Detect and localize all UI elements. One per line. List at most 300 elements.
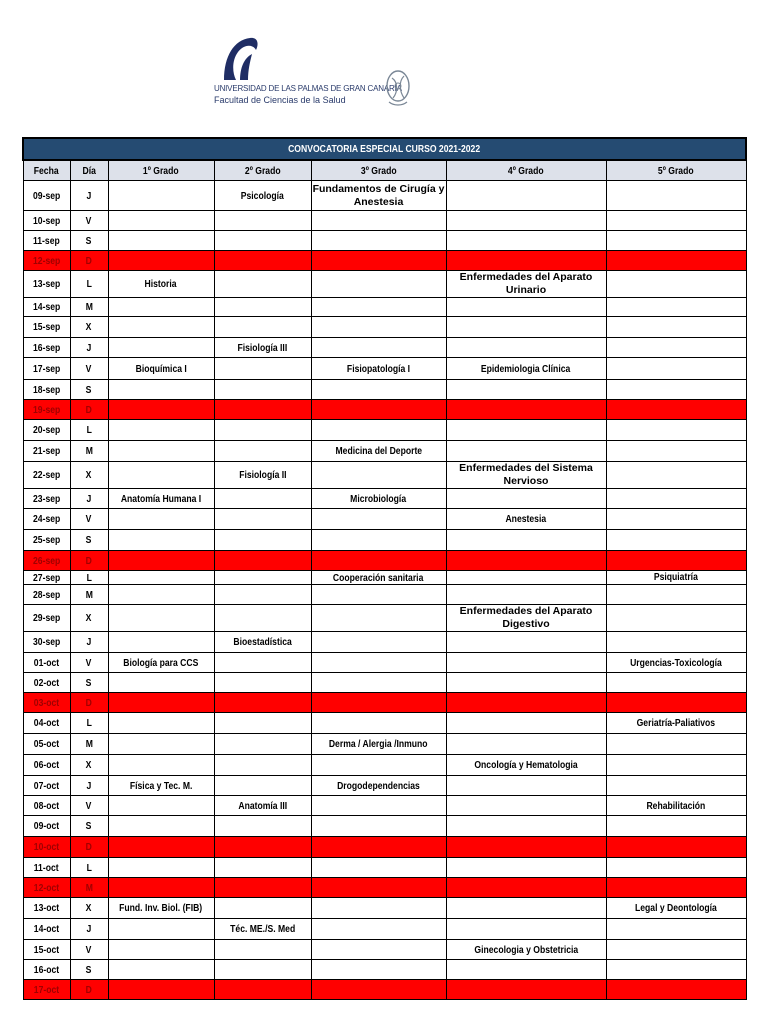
grado-4-cell (446, 420, 606, 441)
grado-2-cell: Fisiología III (214, 338, 311, 358)
grado-3-cell (311, 673, 446, 693)
grado-3-cell (311, 919, 446, 940)
date-cell: 05-oct (23, 734, 70, 755)
grado-1-cell (108, 837, 214, 858)
table-row (23, 713, 746, 734)
grado-4-cell: Epidemiologia Clínica (446, 358, 606, 380)
table-row (23, 489, 746, 509)
grado-1-cell (108, 734, 214, 755)
table-row (23, 960, 746, 980)
grado-1-cell (108, 919, 214, 940)
grado-3-cell (311, 632, 446, 653)
grado-2-cell (214, 878, 311, 898)
grado-3-cell: Fisiopatología I (311, 358, 446, 380)
date-cell: 19-sep (23, 400, 70, 420)
date-cell: 13-oct (23, 898, 70, 919)
grado-5-cell (606, 816, 746, 837)
grado-4-cell (446, 713, 606, 734)
grado-5-cell (606, 776, 746, 796)
column-header-dia: Día (70, 160, 108, 181)
grado-5-cell: Urgencias-Toxicología (606, 653, 746, 673)
grado-1-cell (108, 693, 214, 713)
grado-5-cell (606, 960, 746, 980)
grado-1-cell (108, 551, 214, 571)
date-cell: 01-oct (23, 653, 70, 673)
grado-5-cell (606, 251, 746, 271)
date-cell: 02-oct (23, 673, 70, 693)
table-row (23, 571, 746, 585)
day-cell: L (70, 271, 108, 298)
grado-4-cell (446, 898, 606, 919)
grado-2-cell (214, 837, 311, 858)
grado-1-cell: Anatomía Humana I (108, 489, 214, 509)
grado-1-cell (108, 441, 214, 462)
grado-5-cell: Geriatría-Paliativos (606, 713, 746, 734)
grado-5-cell (606, 358, 746, 380)
grado-4-cell (446, 816, 606, 837)
date-cell: 08-oct (23, 796, 70, 816)
date-cell: 20-sep (23, 420, 70, 441)
column-header-grado-4: 4º Grado (446, 160, 606, 181)
table-row (23, 181, 746, 211)
table-row (23, 462, 746, 489)
grado-4-cell: Ginecologia y Obstetricia (446, 940, 606, 960)
grado-3-cell (311, 231, 446, 251)
grado-2-cell (214, 776, 311, 796)
grado-1-cell (108, 673, 214, 693)
grado-4-cell (446, 673, 606, 693)
date-cell: 13-sep (23, 271, 70, 298)
grado-5-cell (606, 380, 746, 400)
date-cell: 27-sep (23, 571, 70, 585)
grado-1-cell (108, 298, 214, 317)
grado-2-cell (214, 653, 311, 673)
date-cell: 07-oct (23, 776, 70, 796)
date-cell: 16-sep (23, 338, 70, 358)
grado-2-cell (214, 530, 311, 551)
grado-5-cell (606, 338, 746, 358)
table-row (23, 673, 746, 693)
grado-4-cell (446, 837, 606, 858)
grado-3-cell (311, 796, 446, 816)
grado-3-cell (311, 755, 446, 776)
grado-3-cell (311, 898, 446, 919)
grado-3-cell (311, 530, 446, 551)
grado-5-cell (606, 271, 746, 298)
grado-3-cell (311, 211, 446, 231)
date-cell: 17-sep (23, 358, 70, 380)
grado-5-cell (606, 837, 746, 858)
grado-5-cell (606, 673, 746, 693)
grado-1-cell (108, 530, 214, 551)
grado-4-cell (446, 571, 606, 585)
grado-2-cell (214, 755, 311, 776)
grado-4-cell (446, 181, 606, 211)
day-cell: S (70, 530, 108, 551)
day-cell: D (70, 837, 108, 858)
grado-1-cell (108, 571, 214, 585)
page-header (0, 0, 768, 137)
grado-1-cell (108, 317, 214, 338)
grado-2-cell (214, 980, 311, 1000)
grado-5-cell (606, 585, 746, 605)
grado-4-cell: Enfermedades del Sistema Nervioso (446, 462, 606, 489)
grado-3-cell: Cooperación sanitaria (311, 571, 446, 585)
table-row (23, 211, 746, 231)
table-row (23, 530, 746, 551)
grado-3-cell (311, 585, 446, 605)
day-cell: D (70, 551, 108, 571)
grado-2-cell (214, 898, 311, 919)
day-cell: X (70, 898, 108, 919)
grado-1-cell (108, 181, 214, 211)
grado-2-cell (214, 551, 311, 571)
grado-3-cell (311, 298, 446, 317)
day-cell: M (70, 734, 108, 755)
grado-4-cell (446, 338, 606, 358)
grado-1-cell: Bioquímica I (108, 358, 214, 380)
grado-4-cell: Anestesia (446, 509, 606, 530)
day-cell: S (70, 380, 108, 400)
faculty-name: Facultad de Ciencias de la Salud (214, 95, 346, 105)
grado-2-cell (214, 298, 311, 317)
grado-1-cell (108, 380, 214, 400)
grado-2-cell: Téc. ME./S. Med (214, 919, 311, 940)
grado-5-cell (606, 211, 746, 231)
date-cell: 25-sep (23, 530, 70, 551)
holiday-row (23, 400, 746, 420)
grado-4-cell (446, 776, 606, 796)
column-header-grado-3: 3º Grado (311, 160, 446, 181)
grado-5-cell (606, 441, 746, 462)
holiday-row (23, 878, 746, 898)
grado-2-cell (214, 940, 311, 960)
university-name: UNIVERSIDAD DE LAS PALMAS DE GRAN CANARIA (214, 84, 402, 93)
table-row (23, 605, 746, 632)
grado-5-cell (606, 940, 746, 960)
table-body (23, 181, 746, 1000)
grado-3-cell (311, 509, 446, 530)
grado-4-cell (446, 211, 606, 231)
grado-4-cell: Enfermedades del Aparato Urinario (446, 271, 606, 298)
grado-1-cell (108, 605, 214, 632)
grado-4-cell (446, 878, 606, 898)
grado-4-cell (446, 632, 606, 653)
grado-3-cell (311, 878, 446, 898)
column-header-grado-5: 5º Grado (606, 160, 746, 181)
grado-3-cell (311, 605, 446, 632)
grado-3-cell (311, 980, 446, 1000)
grado-1-cell: Fund. Inv. Biol. (FIB) (108, 898, 214, 919)
day-cell: J (70, 919, 108, 940)
grado-5-cell (606, 231, 746, 251)
grado-4-cell (446, 530, 606, 551)
table-row (23, 653, 746, 673)
day-cell: X (70, 755, 108, 776)
column-header-grado-1: 1º Grado (108, 160, 214, 181)
grado-2-cell (214, 441, 311, 462)
grado-4-cell (446, 693, 606, 713)
date-cell: 03-oct (23, 693, 70, 713)
grado-2-cell (214, 251, 311, 271)
grado-1-cell (108, 878, 214, 898)
date-cell: 16-oct (23, 960, 70, 980)
day-cell: M (70, 585, 108, 605)
grado-5-cell (606, 400, 746, 420)
grado-4-cell (446, 858, 606, 878)
ulpgc-emblem-icon (220, 36, 260, 82)
grado-5-cell (606, 632, 746, 653)
grado-1-cell (108, 231, 214, 251)
column-header-row (23, 160, 746, 181)
day-cell: J (70, 181, 108, 211)
day-cell: S (70, 816, 108, 837)
grado-1-cell (108, 338, 214, 358)
grado-4-cell (446, 585, 606, 605)
table-row (23, 441, 746, 462)
grado-2-cell (214, 271, 311, 298)
grado-3-cell: Fundamentos de Cirugía y Anestesia (311, 181, 446, 211)
date-cell: 29-sep (23, 605, 70, 632)
grado-4-cell: Enfermedades del Aparato Digestivo (446, 605, 606, 632)
table-row (23, 509, 746, 530)
grado-2-cell: Anatomía III (214, 796, 311, 816)
grado-5-cell (606, 489, 746, 509)
grado-1-cell (108, 462, 214, 489)
day-cell: S (70, 673, 108, 693)
grado-1-cell (108, 211, 214, 231)
grado-2-cell (214, 693, 311, 713)
grado-3-cell (311, 693, 446, 713)
grado-4-cell (446, 796, 606, 816)
grado-1-cell (108, 858, 214, 878)
grado-1-cell (108, 420, 214, 441)
date-cell: 26-sep (23, 551, 70, 571)
grado-4-cell (446, 231, 606, 251)
table-row (23, 420, 746, 441)
date-cell: 18-sep (23, 380, 70, 400)
day-cell: L (70, 713, 108, 734)
grado-3-cell (311, 960, 446, 980)
day-cell: L (70, 858, 108, 878)
day-cell: L (70, 571, 108, 585)
grado-2-cell (214, 858, 311, 878)
grado-2-cell (214, 734, 311, 755)
day-cell: M (70, 878, 108, 898)
grado-2-cell (214, 231, 311, 251)
day-cell: D (70, 251, 108, 271)
grado-3-cell (311, 551, 446, 571)
grado-3-cell (311, 271, 446, 298)
table-row (23, 940, 746, 960)
holiday-row (23, 837, 746, 858)
grado-5-cell (606, 551, 746, 571)
table-row (23, 816, 746, 837)
grado-4-cell (446, 980, 606, 1000)
grado-2-cell (214, 605, 311, 632)
grado-4-cell (446, 380, 606, 400)
holiday-row (23, 980, 746, 1000)
grado-4-cell (446, 298, 606, 317)
grado-1-cell (108, 400, 214, 420)
day-cell: L (70, 420, 108, 441)
day-cell: D (70, 693, 108, 713)
day-cell: M (70, 441, 108, 462)
column-header-grado-2: 2º Grado (214, 160, 311, 181)
grado-3-cell: Microbiología (311, 489, 446, 509)
grado-1-cell (108, 755, 214, 776)
date-cell: 17-oct (23, 980, 70, 1000)
grado-3-cell (311, 713, 446, 734)
day-cell: J (70, 489, 108, 509)
date-cell: 21-sep (23, 441, 70, 462)
grado-5-cell (606, 858, 746, 878)
table-row (23, 796, 746, 816)
day-cell: S (70, 231, 108, 251)
grado-4-cell (446, 734, 606, 755)
grado-4-cell (446, 400, 606, 420)
grado-5-cell (606, 317, 746, 338)
grado-2-cell: Psicología (214, 181, 311, 211)
grado-3-cell (311, 858, 446, 878)
date-cell: 23-sep (23, 489, 70, 509)
holiday-row (23, 551, 746, 571)
grado-5-cell (606, 509, 746, 530)
grado-2-cell (214, 585, 311, 605)
grado-2-cell (214, 816, 311, 837)
day-cell: M (70, 298, 108, 317)
day-cell: J (70, 776, 108, 796)
grado-2-cell (214, 420, 311, 441)
date-cell: 24-sep (23, 509, 70, 530)
grado-1-cell: Biología para CCS (108, 653, 214, 673)
day-cell: V (70, 358, 108, 380)
table-row (23, 898, 746, 919)
grado-1-cell (108, 980, 214, 1000)
grado-2-cell (214, 960, 311, 980)
grado-5-cell (606, 755, 746, 776)
grado-5-cell (606, 878, 746, 898)
grado-1-cell (108, 632, 214, 653)
date-cell: 12-oct (23, 878, 70, 898)
grado-5-cell: Legal y Deontología (606, 898, 746, 919)
grado-4-cell (446, 489, 606, 509)
grado-1-cell (108, 713, 214, 734)
grado-1-cell: Física y Tec. M. (108, 776, 214, 796)
day-cell: X (70, 317, 108, 338)
day-cell: V (70, 796, 108, 816)
grado-2-cell (214, 358, 311, 380)
grado-3-cell: Derma / Alergia /Inmuno (311, 734, 446, 755)
grado-5-cell (606, 420, 746, 441)
table-row (23, 734, 746, 755)
date-cell: 12-sep (23, 251, 70, 271)
grado-5-cell (606, 980, 746, 1000)
grado-4-cell (446, 551, 606, 571)
grado-1-cell (108, 940, 214, 960)
grado-5-cell (606, 181, 746, 211)
date-cell: 10-oct (23, 837, 70, 858)
date-cell: 09-sep (23, 181, 70, 211)
day-cell: J (70, 338, 108, 358)
grado-5-cell (606, 693, 746, 713)
day-cell: S (70, 960, 108, 980)
date-cell: 11-oct (23, 858, 70, 878)
holiday-row (23, 693, 746, 713)
grado-3-cell (311, 400, 446, 420)
grado-3-cell (311, 338, 446, 358)
grado-1-cell (108, 960, 214, 980)
table-row (23, 298, 746, 317)
grado-2-cell (214, 400, 311, 420)
grado-3-cell: Drogodependencias (311, 776, 446, 796)
grado-5-cell (606, 462, 746, 489)
grado-2-cell: Fisiología II (214, 462, 311, 489)
grado-1-cell (108, 251, 214, 271)
date-cell: 15-oct (23, 940, 70, 960)
table-row (23, 271, 746, 298)
date-cell: 09-oct (23, 816, 70, 837)
seal-icon (384, 68, 412, 108)
grado-4-cell (446, 960, 606, 980)
table-row (23, 919, 746, 940)
grado-1-cell (108, 585, 214, 605)
grado-1-cell (108, 509, 214, 530)
grado-2-cell (214, 509, 311, 530)
grado-2-cell: Bioestadística (214, 632, 311, 653)
grado-5-cell (606, 734, 746, 755)
grado-3-cell: Medicina del Deporte (311, 441, 446, 462)
grado-2-cell (214, 380, 311, 400)
date-cell: 28-sep (23, 585, 70, 605)
table-row (23, 380, 746, 400)
grado-3-cell (311, 837, 446, 858)
table-row (23, 358, 746, 380)
grado-1-cell (108, 816, 214, 837)
date-cell: 10-sep (23, 211, 70, 231)
day-cell: V (70, 211, 108, 231)
grado-3-cell (311, 940, 446, 960)
grado-3-cell (311, 317, 446, 338)
grado-5-cell (606, 530, 746, 551)
grado-4-cell (446, 919, 606, 940)
date-cell: 14-oct (23, 919, 70, 940)
table-row (23, 755, 746, 776)
table-row (23, 858, 746, 878)
day-cell: J (70, 632, 108, 653)
grado-2-cell (214, 211, 311, 231)
grado-3-cell (311, 462, 446, 489)
table-row (23, 317, 746, 338)
day-cell: X (70, 462, 108, 489)
date-cell: 15-sep (23, 317, 70, 338)
day-cell: V (70, 509, 108, 530)
day-cell: D (70, 980, 108, 1000)
grado-5-cell (606, 919, 746, 940)
grado-3-cell (311, 251, 446, 271)
grado-4-cell (446, 441, 606, 462)
date-cell: 14-sep (23, 298, 70, 317)
grado-5-cell (606, 605, 746, 632)
grado-5-cell (606, 298, 746, 317)
grado-5-cell: Rehabilitación (606, 796, 746, 816)
date-cell: 30-sep (23, 632, 70, 653)
grado-2-cell (214, 317, 311, 338)
grado-3-cell (311, 653, 446, 673)
grado-3-cell (311, 380, 446, 400)
grado-2-cell (214, 673, 311, 693)
grado-2-cell (214, 571, 311, 585)
